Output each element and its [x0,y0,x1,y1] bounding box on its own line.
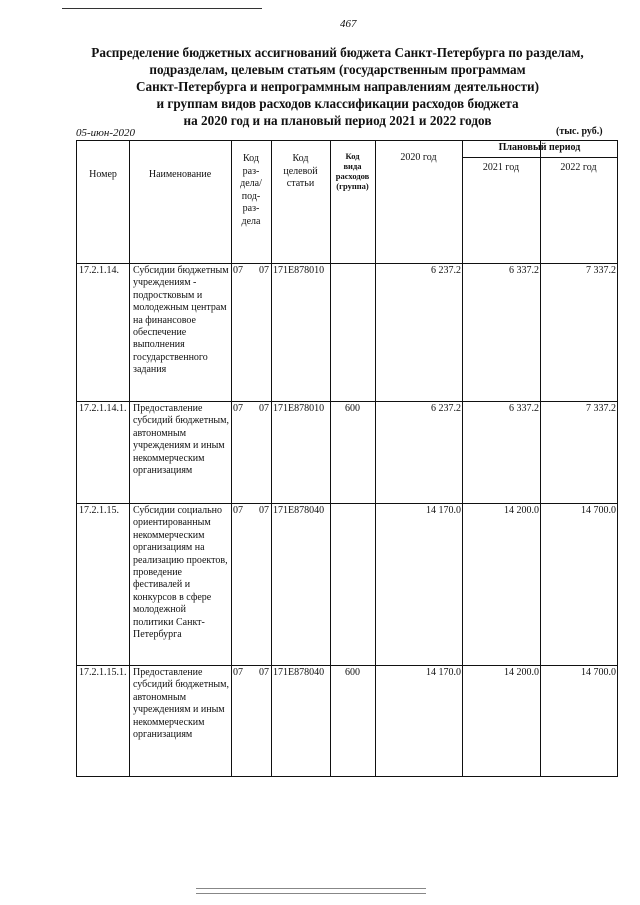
title-line: и группам видов расходов классификации расходов бюджета [156,96,519,111]
top-rule [62,8,262,9]
row-subsection: 07 [259,403,269,414]
row-section: 07 [233,667,243,678]
planned-header-rule [462,157,617,158]
row-subsection: 07 [259,667,269,678]
header-name: Наименование [148,169,212,180]
row-name: Субсидии бюджетным учреждениям - подростковым и молодежным центрам на финансовое обеспечение выполнения государственного задания [133,265,229,376]
column-divider [330,141,331,776]
row-2022: 14 700.0 [581,505,616,516]
header-section-code: Код раз- дела/ под- раз- дела [240,153,262,227]
title-line: подразделам, целевым статьям (государственным программам [149,62,526,77]
header-2022: 2022 год [560,162,597,173]
row-name: Субсидии социально ориентированным некоммерческим организациям на реализацию проектов, проведение фестивалей и конкурсов в сфере молодежной политики Санкт-Петербурга [133,505,228,641]
row-name: Предоставление субсидий бюджетным, автономным учреждениям и иным некоммерческим организациям [133,667,229,741]
row-subsection: 07 [259,505,269,516]
row-number: 17.2.1.15. [79,505,119,516]
row-2020: 6 237.2 [431,265,461,276]
bottom-rule [196,888,426,894]
row-target: 171E878040 [273,505,325,516]
header-target-code: Код целевой статьи [283,153,318,189]
row-2021: 14 200.0 [504,667,539,678]
header-planned-period: Плановый период [498,142,581,153]
title-line: Распределение бюджетных ассигнований бюджета Санкт-Петербурга по разделам, [91,45,584,60]
row-divider [77,665,617,666]
row-expense: 600 [345,403,360,414]
row-name: Предоставление субсидий бюджетным, автономным учреждениям и иным некоммерческим организациям [133,403,229,477]
header-number: Номер [89,169,117,180]
row-2021: 6 337.2 [509,403,539,414]
row-divider [77,503,617,504]
document-date: 05-июн-2020 [76,127,136,139]
budget-table [76,140,618,777]
column-divider [271,141,272,776]
row-section: 07 [233,403,243,414]
row-number: 17.2.1.14.1. [79,403,127,414]
column-divider [540,141,541,776]
header-2020: 2020 год [400,152,437,163]
row-2020: 14 170.0 [426,505,461,516]
row-subsection: 07 [259,265,269,276]
row-section: 07 [233,505,243,516]
column-divider [231,141,232,776]
document-title [70,44,605,129]
row-number: 17.2.1.15.1. [79,667,127,678]
header-2021: 2021 год [482,162,520,173]
row-target: 171E878010 [273,265,325,276]
row-2021: 14 200.0 [504,505,539,516]
row-2022: 7 337.2 [586,403,616,414]
units-label: (тыс. руб.) [556,126,603,137]
column-divider [375,141,376,776]
header-bottom-rule [77,263,617,264]
row-target: 171E878040 [273,667,325,678]
row-divider [77,401,617,402]
page-number: 467 [340,18,357,30]
header-expense-code: Код вида расходов (группа) [335,151,370,191]
row-2022: 14 700.0 [581,667,616,678]
row-target: 171E878010 [273,403,325,414]
row-section: 07 [233,265,243,276]
title-line: на 2020 год и на плановый период 2021 и 2022 годов [183,113,492,128]
row-2021: 6 337.2 [509,265,539,276]
title-line: Санкт-Петербурга и непрограммным направлениям деятельности) [135,79,540,94]
row-2022: 7 337.2 [586,265,616,276]
column-divider [129,141,130,776]
column-divider [462,141,463,776]
row-expense: 600 [345,667,360,678]
row-number: 17.2.1.14. [79,265,119,276]
row-2020: 14 170.0 [426,667,461,678]
row-2020: 6 237.2 [431,403,461,414]
